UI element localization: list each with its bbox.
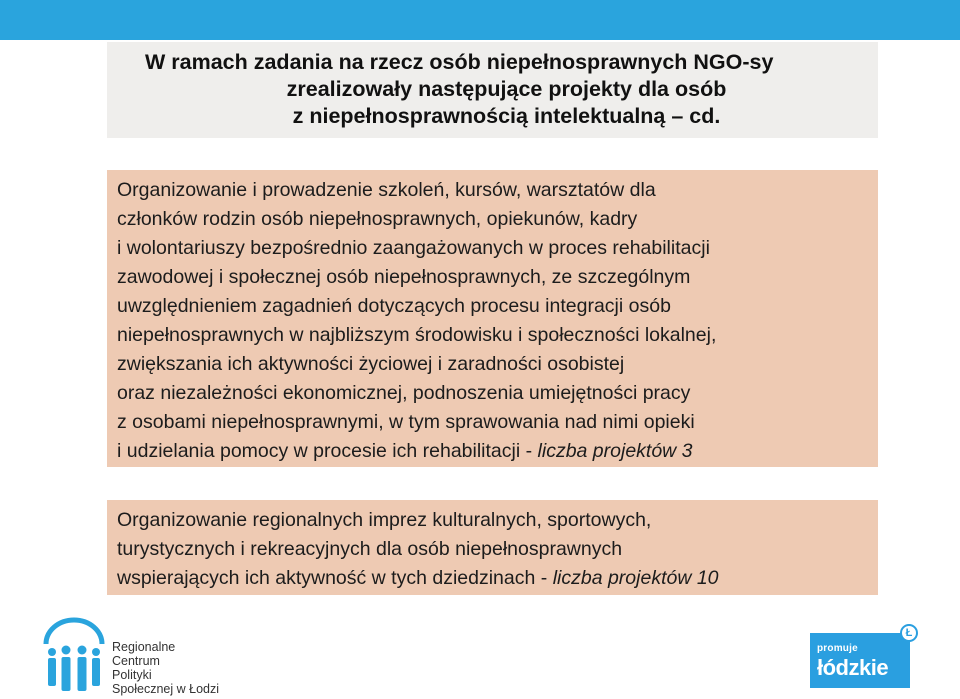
project-box-trainings: [107, 170, 878, 467]
project-line: uwzględnieniem zagadnień dotyczących procesu integracji osób: [117, 295, 671, 317]
project-line-text: wspierających ich aktywność w tych dziedzinach -: [117, 567, 548, 589]
project-line-last: [117, 437, 872, 466]
project-count: liczba projektów 3: [537, 440, 693, 462]
people-arch-icon: [40, 614, 108, 696]
top-bar: [0, 0, 960, 40]
project-line: turystycznych i rekreacyjnych dla osób niepełnosprawnych: [117, 538, 623, 560]
l-badge-icon: Ł: [900, 624, 918, 642]
project-line: i wolontariuszy bezpośrednio zaangażowanych w proces rehabilitacji: [117, 237, 710, 259]
project-line: Organizowanie regionalnych imprez kulturalnych, sportowych,: [117, 509, 652, 531]
project-line: niepełnosprawnych w najbliższym środowisku i społeczności lokalnej,: [117, 324, 717, 346]
title-line: W ramach zadania na rzecz osób niepełnosprawnych NGO-sy: [145, 50, 774, 74]
title-line: zrealizowały następujące projekty dla osób: [286, 77, 727, 101]
promuje-text: promuje: [817, 643, 858, 654]
project-line-text: i udzielania pomocy w procesie ich rehabilitacji -: [117, 440, 533, 462]
logo-text-line: Polityki: [112, 668, 152, 682]
lodzkie-text: łódzkie: [817, 655, 889, 680]
logo-text-line: Centrum: [112, 654, 160, 668]
project-count: liczba projektów 10: [552, 567, 719, 589]
logo-text-line: Społecznej w Łodzi: [112, 682, 220, 696]
rcps-logo-text: [112, 640, 219, 696]
project-line: z osobami niepełnosprawnymi, w tym sprawowania nad nimi opieki: [117, 411, 695, 433]
project-line: członków rodzin osób niepełnosprawnych, opiekunów, kadry: [117, 208, 638, 230]
logo-text-line: Regionalne: [112, 640, 176, 654]
slide-title: [107, 42, 878, 138]
title-line: z niepełnosprawnością intelektualną – cd.: [292, 104, 721, 128]
project-line-last: [117, 564, 872, 593]
rcps-logo: [40, 614, 220, 696]
project-box-events: [107, 500, 878, 595]
promuje-lodzkie-logo: [810, 627, 913, 688]
project-line: zawodowej i społecznej osób niepełnosprawnych, ze szczególnym: [117, 266, 691, 288]
project-line: oraz niezależności ekonomicznej, podnoszenia umiejętności pracy: [117, 382, 691, 404]
project-line: Organizowanie i prowadzenie szkoleń, kursów, warsztatów dla: [117, 179, 656, 201]
project-line: zwiększania ich aktywności życiowej i zaradności osobistej: [117, 353, 625, 375]
